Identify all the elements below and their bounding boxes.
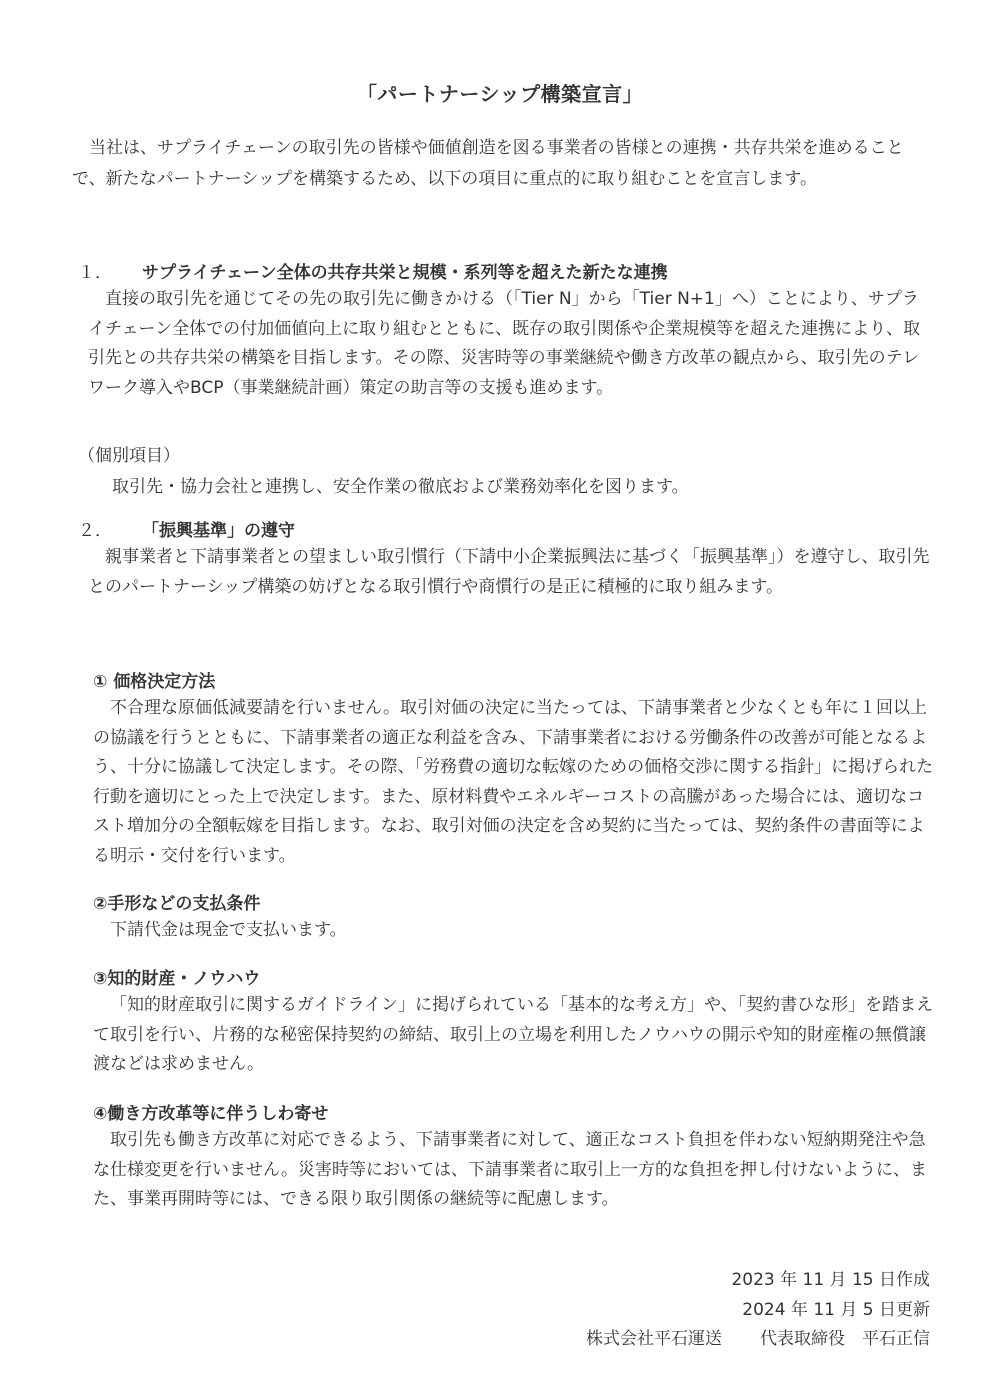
- item-3-heading: ③知的財産・ノウハウ: [93, 969, 261, 989]
- updated-date: 2024 年 11 月 5 日更新: [742, 1300, 930, 1320]
- intro-paragraph: 当社は、サプライチェーンの取引先の皆様や価値創造を図る事業者の皆様との連携・共存共栄を進めることで、新たなパートナーシップを構築するため、以下の項目に重点的に取り組むことを宣言します。: [72, 138, 904, 189]
- page-title: 「パートナーシップ構築宣言」: [356, 82, 644, 106]
- item-1-heading: ① 価格決定方法: [93, 672, 216, 692]
- individual-items-label: （個別項目）: [78, 446, 180, 466]
- company-name: 株式会社平石運送: [586, 1329, 722, 1349]
- section-1-body: 直接の取引先を通じてその先の取引先に働きかける（「Tier N」から「Tier N+1」へ）ことにより、サプライチェーン全体での付加価値向上に取り組むとともに、既存の取引関係や企業規模等を超えた連携により、取引先との共存共栄の構築を目指します。その際、災害時等の事業継続や働き方改革の観点から、取引先のテレワーク導入やBCP（事業継続計画）策定の助言等の支援も進めます。: [88, 289, 921, 398]
- item-4-body: 取引先も働き方改革に対応できるよう、下請事業者に対して、適正なコスト負担を伴わない短納期発注や急な仕様変更を行いません。災害時等においては、下請事業者に取引上一方的な負担を押し付けないように、また、事業再開時等には、できる限り取引関係の継続等に配慮します。: [93, 1130, 928, 1210]
- individual-items-text: 取引先・協力会社と連携し、安全作業の徹底および業務効率化を図ります。: [112, 477, 689, 497]
- section-1-number: １．: [78, 263, 112, 283]
- section-2-number: ２．: [78, 521, 112, 541]
- section-2-heading: [78, 516, 295, 541]
- signature-line: [586, 1324, 930, 1349]
- representative-name: 代表取締役 平石正信: [760, 1329, 930, 1349]
- created-date: 2023 年 11 月 15 日作成: [731, 1270, 930, 1290]
- item-2-body: 下請代金は現金で支払います。: [110, 920, 347, 940]
- section-1-title: サプライチェーン全体の共存共栄と規模・系列等を超えた新たな連携: [142, 263, 668, 283]
- item-1-body: 不合理な原価低減要請を行いません。取引対価の決定に当たっては、下請事業者と少なくとも年に１回以上の協議を行うとともに、下請事業者の適正な利益を含み、下請事業者における労働条件の改善が可能となるよう、十分に協議して決定します。その際、「労務費の適切な転嫁のための価格交渉に関する指針」に掲げられた行動を適切にとった上で決定します。また、原材料費やエネルギーコストの高騰があった場合には、適切なコスト増加分の全額転嫁を目指します。なお、取引対価の決定を含め契約に当たっては、契約条件の書面等による明示・交付を行います。: [93, 698, 934, 866]
- section-2-title: 「振興基準」の遵守: [142, 521, 295, 541]
- section-1-heading: [78, 258, 668, 283]
- item-4-heading: ④働き方改革等に伴うしわ寄せ: [93, 1104, 329, 1124]
- item-3-body: 「知的財産取引に関するガイドライン」に掲げられている「基本的な考え方」や、「契約書ひな形」を踏まえて取引を行い、片務的な秘密保持契約の締結、取引上の立場を利用したノウハウの開示や知的財産権の無償譲渡などは求めません。: [93, 995, 934, 1075]
- item-2-heading: ②手形などの支払条件: [93, 894, 261, 914]
- section-2-body: 親事業者と下請事業者との望ましい取引慣行（下請中小企業振興法に基づく「振興基準」）を遵守し、取引先とのパートナーシップ構築の妨げとなる取引慣行や商慣行の是正に積極的に取り組みます。: [88, 547, 930, 597]
